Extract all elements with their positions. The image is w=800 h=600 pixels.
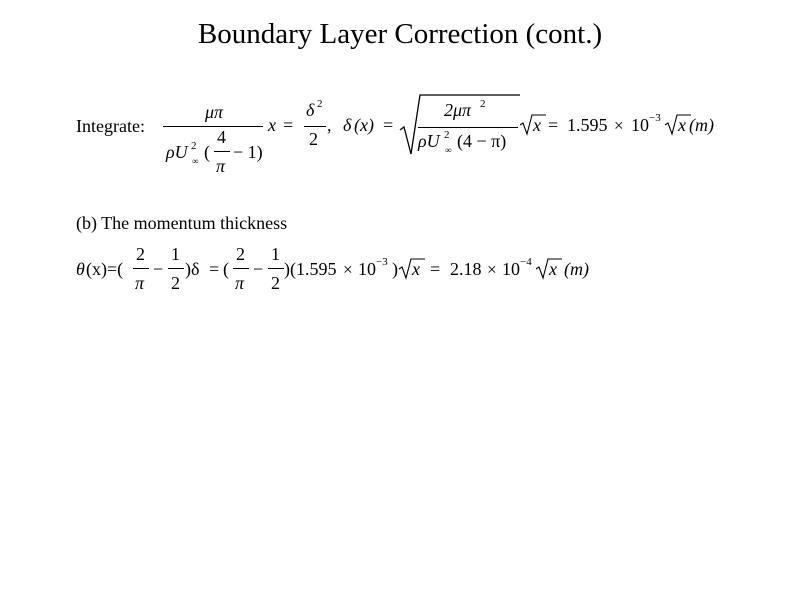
frac2-bar	[304, 126, 326, 127]
f3-den: π	[235, 273, 245, 293]
sqrt-den-rhoU: ρU	[418, 131, 440, 151]
sqrt-x: x	[533, 115, 541, 135]
eq2-coefficient: 2.18	[450, 259, 482, 279]
delta-symbol: δ	[343, 115, 352, 135]
f1-bar	[133, 268, 149, 269]
f4-bar	[268, 268, 284, 269]
frac2-denominator: 2	[309, 129, 318, 149]
frac1-numerator: μπ	[205, 102, 224, 122]
close-delta: )δ	[185, 259, 200, 279]
frac1-den-sup: 2	[191, 140, 197, 152]
eq1-equals-3: =	[548, 115, 559, 135]
f2-bar	[168, 268, 184, 269]
sqrt-num-sup: 2	[480, 98, 486, 110]
eq2-x-1: x	[412, 259, 420, 279]
theta-lhs: (x)=(	[86, 259, 124, 279]
eq1-equals: =	[283, 115, 294, 135]
subheading-momentum-thickness: (b) The momentum thickness	[76, 213, 288, 233]
frac1-den-sub: ∞	[192, 156, 199, 166]
eq1-times: ×	[614, 116, 624, 135]
eq2-times-2: ×	[487, 260, 497, 279]
eq2-exp-1: −3	[376, 256, 388, 268]
minus-2: −	[253, 259, 264, 279]
eq2-mid: )(1.595	[284, 259, 337, 279]
delta-arg: (x)	[354, 115, 374, 135]
frac2-num-sup: 2	[317, 98, 323, 110]
frac1-inner-den: π	[216, 156, 226, 176]
eq2-equals-a: =	[209, 259, 220, 279]
f4-den: 2	[271, 273, 280, 293]
frac1-inner-num: 4	[217, 127, 226, 147]
frac1-den-rhoU: ρU	[166, 142, 188, 162]
f2-den: 2	[171, 273, 180, 293]
f2-num: 1	[171, 244, 180, 264]
f4-num: 1	[271, 244, 280, 264]
slide-title: Boundary Layer Correction (cont.)	[197, 18, 603, 50]
eq2-close-2: )	[392, 259, 398, 279]
eq2-equals-b: =	[430, 259, 441, 279]
eq1-equals-2: =	[383, 115, 394, 135]
f1-den: π	[135, 273, 145, 293]
eq2-exp-2: −4	[520, 256, 532, 268]
eq2-unit: (m)	[564, 259, 589, 279]
eq2-times-1: ×	[343, 260, 353, 279]
sqrt-den-paren: (4 − π)	[457, 131, 507, 151]
open-paren-2: (	[223, 259, 229, 279]
eq1-x: x	[268, 115, 276, 135]
frac2-numerator: δ	[306, 100, 315, 120]
sqrt-den-sup: 2	[444, 129, 450, 141]
eq2-ten-1: 10	[358, 259, 376, 279]
frac1-inner-bar	[214, 151, 230, 152]
minus-1: −	[153, 259, 164, 279]
sqrt-x2: x	[678, 115, 686, 135]
theta-symbol: θ	[76, 259, 85, 279]
eq2-x-2: x	[549, 259, 557, 279]
eq2-ten-2: 10	[502, 259, 520, 279]
eq1-comma: ,	[327, 115, 332, 135]
f3-num: 2	[236, 244, 245, 264]
eq1-exponent: −3	[649, 112, 661, 124]
eq1-ten: 10	[631, 115, 649, 135]
f3-bar	[233, 268, 249, 269]
frac1-den-open: (	[204, 142, 210, 162]
integrate-label: Integrate:	[76, 116, 145, 136]
eq1-unit: (m)	[689, 115, 714, 135]
sqrt-numerator: 2μπ	[444, 100, 472, 120]
f1-num: 2	[136, 244, 145, 264]
eq1-coefficient: 1.595	[567, 115, 608, 135]
frac1-bar	[163, 126, 263, 127]
frac1-den-close: − 1)	[233, 142, 263, 162]
sqrt-den-sub: ∞	[445, 145, 452, 155]
sqrt-frac-bar	[418, 127, 518, 128]
